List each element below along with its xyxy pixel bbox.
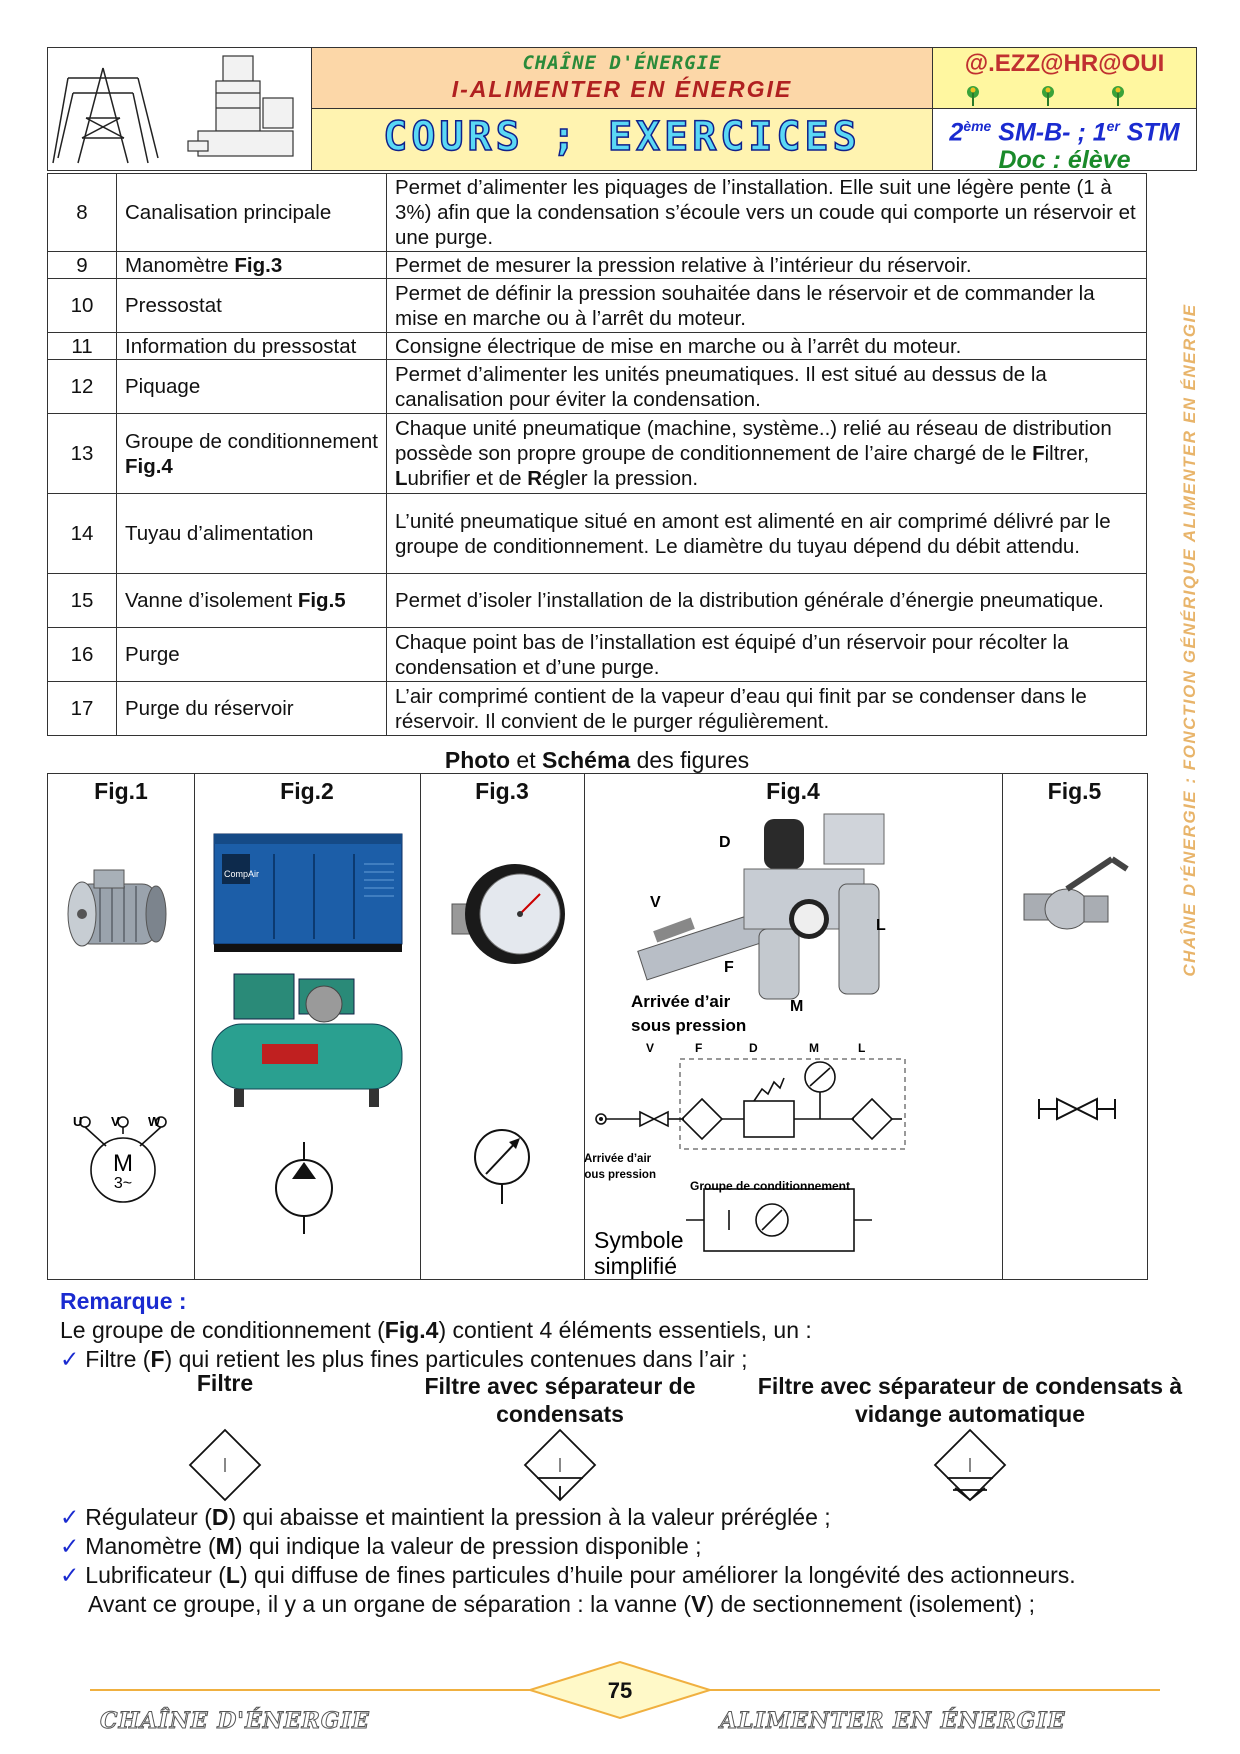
- photo-label-f: F: [724, 959, 734, 976]
- row-name: [117, 628, 387, 682]
- check-icon: ✓: [60, 1533, 80, 1559]
- photo-label-m: M: [790, 998, 804, 1015]
- remark-item-regulator: [60, 1503, 1210, 1532]
- row-name-text: Information du pressostat: [125, 334, 357, 358]
- table-row: [48, 628, 1147, 682]
- photo-arrivee2: sous pression: [631, 1016, 747, 1035]
- footer-right: ALIMENTER EN ÉNERGIE: [720, 1708, 1066, 1734]
- class-num: 2: [949, 118, 964, 147]
- filter-label-3: Filtre avec séparateur de condensats à vidange automatique: [757, 1373, 1183, 1427]
- row-name: [117, 174, 387, 252]
- row-num: 9: [48, 252, 117, 279]
- fig2-column: [194, 774, 421, 1279]
- desc-bold: L: [395, 467, 408, 490]
- pylon-machine-illustration: [48, 48, 311, 170]
- item2-b: D: [211, 1504, 229, 1530]
- row-desc: Permet d’isoler l’installation de la distribution générale d’énergie pneumatique.: [387, 574, 1147, 628]
- fig5-column: [1002, 774, 1147, 1279]
- row-name-fig: Fig.4: [125, 454, 173, 478]
- class-sup1: ème: [963, 118, 992, 134]
- header: [47, 47, 1197, 175]
- conditioning-unit-illustration: [584, 774, 1002, 1279]
- table-row: [48, 279, 1147, 333]
- intro-c: ) contient 4 éléments essentiels, un :: [438, 1317, 812, 1343]
- schema-label-f: F: [695, 1041, 703, 1055]
- side-text: CHAÎNE D'ÉNERGIE : FONCTION GÉNÉRIQUE ALIMENTER EN ÉNERGIE: [1180, 303, 1199, 977]
- row-num: 15: [48, 574, 117, 628]
- schema-groupe: Groupe de conditionnement: [690, 1179, 851, 1193]
- desc-part: Chaque unité pneumatique (machine, système..) relié au réseau de distribution possède son propre groupe de conditionnement de l’aire chargé de le: [395, 417, 1112, 465]
- row-desc: Consigne électrique de mise en marche ou à l’arrêt du moteur.: [387, 333, 1147, 360]
- side-banner: [1170, 180, 1210, 1100]
- item2-a: Régulateur (: [85, 1504, 212, 1530]
- row-num: 12: [48, 360, 117, 414]
- check-icon: ✓: [60, 1562, 80, 1588]
- item3-a: Manomètre (: [85, 1533, 216, 1559]
- motor-phase: 3~: [113, 1175, 133, 1192]
- class-mid: SM-B- ; 1: [991, 118, 1107, 147]
- schema-arrivee1: Arrivée d’air: [584, 1153, 652, 1165]
- check-icon: ✓: [60, 1504, 80, 1530]
- photo-label-l: L: [876, 917, 886, 934]
- page-number: 75: [607, 1678, 633, 1703]
- author-text: @.EZZ@HR@OUI: [964, 50, 1165, 77]
- row-name-text: Pressostat: [125, 294, 222, 317]
- item1-a: Filtre (: [85, 1346, 151, 1372]
- schema-label-l: L: [858, 1041, 866, 1055]
- motor-v: V: [111, 1114, 120, 1129]
- row-name: [117, 360, 387, 414]
- header-title-block: [312, 48, 933, 109]
- remark-intro: [60, 1316, 1200, 1345]
- table-row: [48, 252, 1147, 279]
- fig1-label: Fig.1: [94, 778, 148, 804]
- intro-a: Le groupe de conditionnement (: [60, 1317, 385, 1343]
- footer-left: CHAÎNE D'ÉNERGIE: [100, 1708, 370, 1734]
- banner-text: COURS ; EXERCICES: [383, 114, 861, 160]
- filter-auto-drain-symbol-icon: [925, 1428, 1015, 1508]
- table-row: [48, 414, 1147, 494]
- item3-b: M: [215, 1533, 235, 1559]
- fig2-label: Fig.2: [280, 778, 334, 804]
- desc-part: égler la pression.: [542, 467, 699, 490]
- table-row: [48, 682, 1147, 736]
- fig3-column: [420, 774, 585, 1279]
- row-name-fig: Fig.3: [234, 253, 283, 277]
- row-num: 14: [48, 494, 117, 574]
- row-name-text: Manomètre: [125, 253, 235, 277]
- row-name: [117, 682, 387, 736]
- simplified-label-1: Symbole: [594, 1227, 684, 1253]
- remark-section: [60, 1287, 1200, 1374]
- isolation-valve-illustration: [1002, 774, 1147, 1279]
- item1-b: F: [150, 1346, 165, 1372]
- row-desc: Permet de définir la pression souhaitée dans le réservoir et de commander la mise en marche ou à l’arrêt du moteur.: [387, 279, 1147, 333]
- row-name-fig: Fig.5: [297, 589, 346, 612]
- check-icon: ✓: [60, 1346, 80, 1372]
- filter-separator-symbol-icon: [515, 1428, 605, 1503]
- schema-arrivee2: sous pression: [584, 1169, 656, 1181]
- intro-b: Fig.4: [384, 1317, 439, 1343]
- fig4-column: [584, 774, 1003, 1279]
- item4-a: Lubrificateur (: [85, 1562, 226, 1588]
- class-sup2: er: [1106, 118, 1120, 134]
- motor-w: W: [148, 1114, 161, 1129]
- filter-label-2: Filtre avec séparateur de condensats: [424, 1373, 696, 1427]
- compressor-brand: CompAir: [224, 869, 260, 879]
- photo-label-d: D: [719, 834, 731, 851]
- header-logo: [48, 48, 312, 170]
- figures-box: [47, 773, 1148, 1280]
- table-row: [48, 333, 1147, 360]
- filter-label-1: Filtre: [196, 1370, 254, 1396]
- row-name: [117, 414, 387, 494]
- row-name-text: Canalisation principale: [125, 201, 332, 224]
- desc-bold: F: [1032, 442, 1045, 465]
- row-desc: Permet de mesurer la pression relative à l’intérieur du réservoir.: [387, 252, 1147, 279]
- flower-icon: [933, 78, 1196, 106]
- row-num: 17: [48, 682, 117, 736]
- remark-title: Remarque :: [60, 1288, 187, 1314]
- desc-part: ubrifier et de: [407, 467, 528, 490]
- row-desc: [387, 414, 1147, 494]
- row-name-text: Vanne d’isolement: [125, 589, 298, 612]
- row-name-text: Groupe de conditionnement: [125, 429, 379, 453]
- row-num: 10: [48, 279, 117, 333]
- row-name: [117, 279, 387, 333]
- row-desc: Permet d’alimenter les unités pneumatiques. Il est situé au dessus de la canalisation pour éviter la condensation.: [387, 360, 1147, 414]
- row-desc: L’air comprimé contient de la vapeur d’eau qui finit par se condenser dans le réservoir. Il convient de le purger régulièrement.: [387, 682, 1147, 736]
- row-num: 16: [48, 628, 117, 682]
- class-end: STM: [1119, 118, 1180, 147]
- chain-title: CHAÎNE D'ÉNERGIE: [522, 52, 722, 74]
- motor-u: U: [73, 1114, 83, 1129]
- row-desc: Chaque point bas de l’installation est équipé d’un réservoir pour récolter la condensation et d’une purge.: [387, 628, 1147, 682]
- desc-bold: R: [527, 467, 542, 490]
- row-name-text: Purge du réservoir: [125, 697, 294, 720]
- row-num: 8: [48, 174, 117, 252]
- remark-item-lubricator: [60, 1561, 1210, 1590]
- row-name: [117, 574, 387, 628]
- photo-label-v: V: [650, 894, 661, 911]
- doc-type: Doc : élève: [998, 146, 1131, 175]
- table-row: [48, 574, 1147, 628]
- schema-label-m: M: [809, 1041, 819, 1055]
- item5-c: ) de sectionnement (isolement) ;: [706, 1591, 1035, 1617]
- figures-title: [47, 747, 1147, 774]
- fig4-label: Fig.4: [766, 778, 820, 804]
- author-block: [933, 48, 1196, 109]
- motor-m: M: [113, 1150, 133, 1177]
- fig1-column: [48, 774, 195, 1279]
- manometer-illustration: [420, 774, 584, 1279]
- figures-title-and: et: [510, 747, 542, 773]
- row-name-text: Piquage: [125, 375, 201, 398]
- motor-illustration: [48, 774, 194, 1279]
- item1-c: ) qui retient les plus fines particules contenues dans l’air ;: [164, 1346, 748, 1372]
- table-row: [48, 174, 1147, 252]
- header-banner: [312, 109, 933, 170]
- function-title: I-ALIMENTER EN ÉNERGIE: [451, 76, 793, 102]
- class-block: [933, 109, 1196, 175]
- figures-title-end: des figures: [630, 747, 750, 773]
- filter-symbol-icon: [180, 1428, 270, 1503]
- fig5-label: Fig.5: [1047, 778, 1102, 804]
- item3-c: ) qui indique la valeur de pression disponible ;: [234, 1533, 702, 1559]
- schema-label-v: V: [646, 1041, 655, 1055]
- photo-arrivee1: Arrivée d’air: [631, 992, 731, 1011]
- figures-title-schema: Schéma: [542, 747, 631, 773]
- class-level: [933, 112, 1196, 146]
- row-name-text: Tuyau d’alimentation: [125, 522, 314, 545]
- author-name: [933, 50, 1196, 78]
- row-num: 11: [48, 333, 117, 360]
- table-row: [48, 494, 1147, 574]
- row-name: [117, 333, 387, 360]
- simplified-label-2: simplifié: [594, 1253, 678, 1279]
- row-name: [117, 252, 387, 279]
- fig3-label: Fig.3: [475, 778, 529, 804]
- row-desc: Permet d’alimenter les piquages de l’installation. Elle suit une légère pente (1 à 3%) afin que la condensation s’écoule vers un coude qui comporte un réservoir et une purge.: [387, 174, 1147, 252]
- row-name-text: Purge: [125, 643, 180, 666]
- row-name: [117, 494, 387, 574]
- item4-b: L: [225, 1562, 240, 1588]
- item5-b: V: [691, 1591, 707, 1617]
- compressor-illustration: [194, 774, 420, 1279]
- remark-list: [60, 1503, 1210, 1619]
- remark-item-manometer: [60, 1532, 1210, 1561]
- item4-c: ) qui diffuse de fines particules d’huile pour améliorer la longévité des actionneurs.: [239, 1562, 1076, 1588]
- table-row: [48, 360, 1147, 414]
- figures-title-photo: Photo: [444, 747, 511, 773]
- schema-label-d: D: [749, 1041, 758, 1055]
- desc-part: iltrer,: [1044, 442, 1090, 465]
- remark-item-valve: [60, 1590, 1210, 1619]
- item5-a: Avant ce groupe, il y a un organe de séparation : la vanne (: [88, 1591, 692, 1617]
- row-num: 13: [48, 414, 117, 494]
- item2-c: ) qui abaisse et maintient la pression à la valeur préréglée ;: [228, 1504, 831, 1530]
- components-table: [47, 173, 1147, 736]
- row-desc: L’unité pneumatique situé en amont est alimenté en air comprimé délivré par le groupe de conditionnement. Le diamètre du tuyau dépend du débit attendu.: [387, 494, 1147, 574]
